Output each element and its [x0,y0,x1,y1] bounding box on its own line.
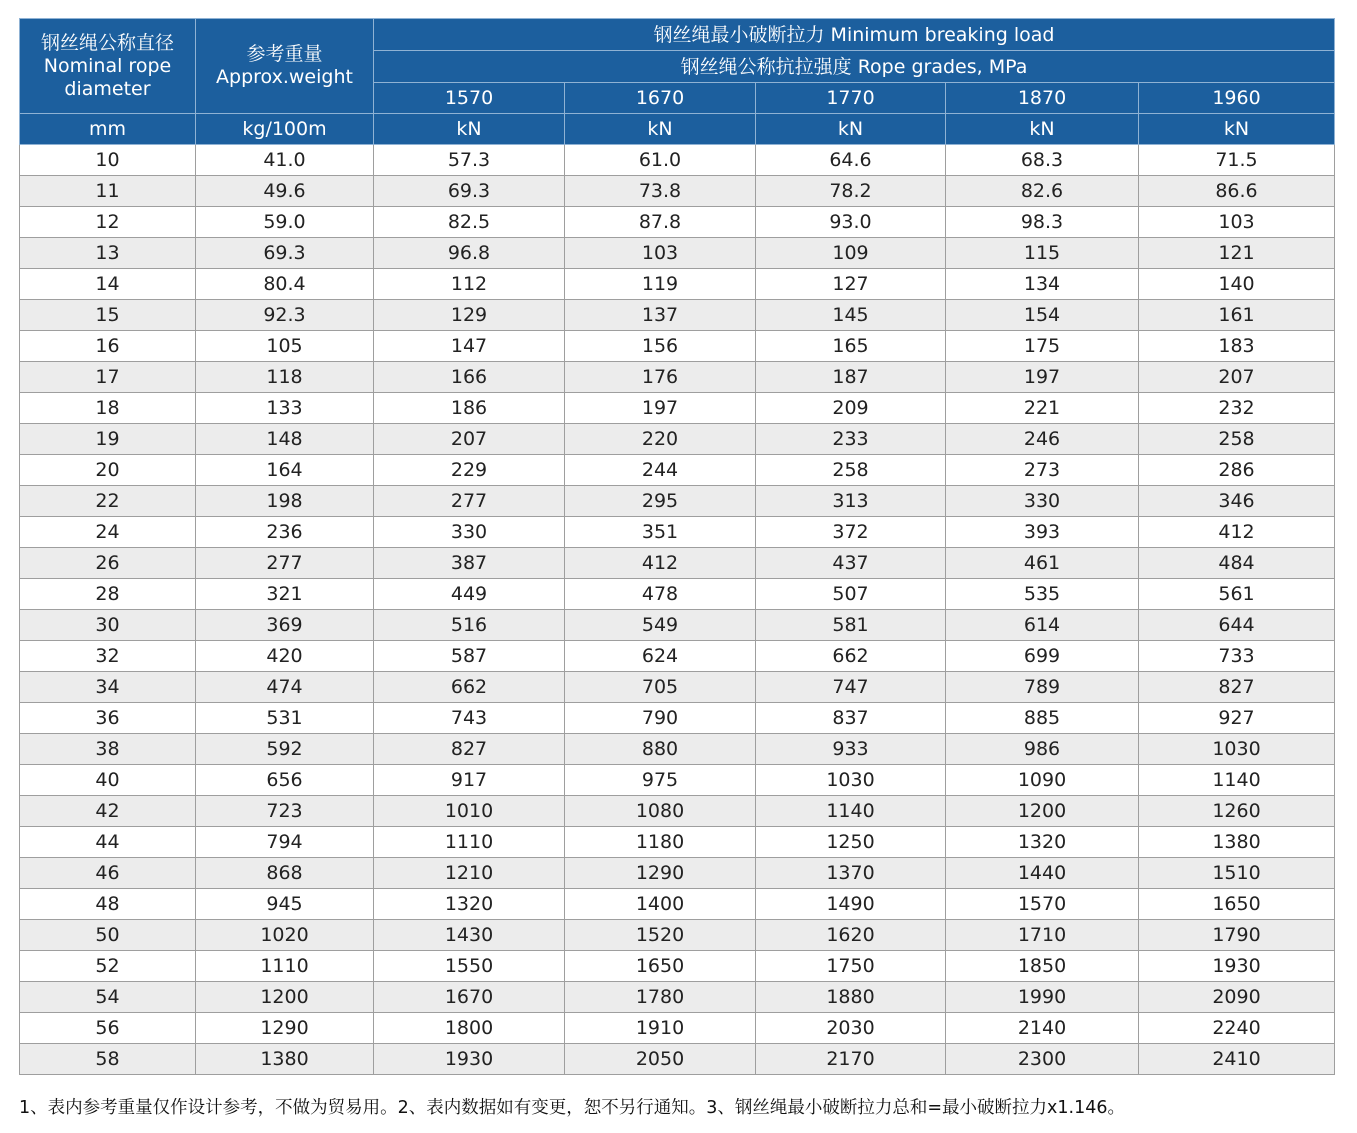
table-cell: 61.0 [565,145,756,176]
table-cell: 12 [20,207,196,238]
table-cell: 1380 [196,1044,374,1075]
table-cell: 59.0 [196,207,374,238]
table-cell: 1030 [756,765,946,796]
table-cell: 346 [1139,486,1335,517]
header-grade: 1960 [1139,83,1335,114]
header-unit: kN [946,114,1139,145]
table-cell: 15 [20,300,196,331]
table-cell: 880 [565,734,756,765]
table-cell: 32 [20,641,196,672]
table-cell: 42 [20,796,196,827]
table-cell: 1180 [565,827,756,858]
table-header [20,19,1335,145]
table-cell: 38 [20,734,196,765]
table-row [20,982,1335,1013]
table-cell: 207 [1139,362,1335,393]
header-diameter [20,19,196,114]
table-cell: 16 [20,331,196,362]
table-cell: 244 [565,455,756,486]
header-unit: kN [374,114,565,145]
table-cell: 69.3 [196,238,374,269]
table-cell: 22 [20,486,196,517]
table-cell: 885 [946,703,1139,734]
table-cell: 73.8 [565,176,756,207]
header-unit: kN [756,114,946,145]
table-cell: 2140 [946,1013,1139,1044]
table-cell: 449 [374,579,565,610]
table-cell: 868 [196,858,374,889]
table-cell: 220 [565,424,756,455]
table-cell: 54 [20,982,196,1013]
table-cell: 273 [946,455,1139,486]
table-cell: 2170 [756,1044,946,1075]
table-cell: 1200 [196,982,374,1013]
table-row [20,300,1335,331]
table-cell: 837 [756,703,946,734]
table-cell: 258 [756,455,946,486]
table-row [20,672,1335,703]
table-cell: 36 [20,703,196,734]
table-cell: 1430 [374,920,565,951]
table-cell: 17 [20,362,196,393]
table-cell: 119 [565,269,756,300]
table-cell: 1800 [374,1013,565,1044]
table-cell: 1550 [374,951,565,982]
table-cell: 96.8 [374,238,565,269]
table-cell: 975 [565,765,756,796]
table-cell: 614 [946,610,1139,641]
table-cell: 330 [374,517,565,548]
table-cell: 2410 [1139,1044,1335,1075]
header-diameter-zh: 钢丝绳公称直径 [40,31,174,54]
table-cell: 1780 [565,982,756,1013]
header-unit: kN [1139,114,1335,145]
table-cell: 14 [20,269,196,300]
table-cell: 1200 [946,796,1139,827]
table-cell: 87.8 [565,207,756,238]
table-cell: 437 [756,548,946,579]
table-row [20,393,1335,424]
table-cell: 313 [756,486,946,517]
table-cell: 198 [196,486,374,517]
table-cell: 705 [565,672,756,703]
table-cell: 1750 [756,951,946,982]
table-cell: 68.3 [946,145,1139,176]
table-cell: 197 [946,362,1139,393]
table-cell: 121 [1139,238,1335,269]
table-cell: 1880 [756,982,946,1013]
table-cell: 656 [196,765,374,796]
table-cell: 587 [374,641,565,672]
table-cell: 134 [946,269,1139,300]
table-row [20,734,1335,765]
table-cell: 137 [565,300,756,331]
header-grade: 1670 [565,83,756,114]
table-row [20,269,1335,300]
table-cell: 917 [374,765,565,796]
table-cell: 1290 [565,858,756,889]
table-cell: 1650 [1139,889,1335,920]
table-cell: 1930 [374,1044,565,1075]
table-cell: 277 [196,548,374,579]
table-cell: 2050 [565,1044,756,1075]
table-cell: 1320 [374,889,565,920]
table-cell: 1110 [374,827,565,858]
table-cell: 535 [946,579,1139,610]
table-cell: 115 [946,238,1139,269]
header-weight [196,19,374,114]
table-cell: 98.3 [946,207,1139,238]
table-cell: 112 [374,269,565,300]
table-cell: 44 [20,827,196,858]
table-cell: 478 [565,579,756,610]
table-cell: 286 [1139,455,1335,486]
table-cell: 92.3 [196,300,374,331]
table-cell: 295 [565,486,756,517]
table-row [20,827,1335,858]
table-cell: 1090 [946,765,1139,796]
table-cell: 1850 [946,951,1139,982]
table-cell: 183 [1139,331,1335,362]
table-cell: 644 [1139,610,1335,641]
table-cell: 82.6 [946,176,1139,207]
table-cell: 11 [20,176,196,207]
table-cell: 197 [565,393,756,424]
header-weight-en: Approx.weight [216,66,353,88]
table-cell: 1570 [946,889,1139,920]
table-cell: 18 [20,393,196,424]
table-cell: 474 [196,672,374,703]
table-cell: 20 [20,455,196,486]
table-cell: 986 [946,734,1139,765]
table-row [20,145,1335,176]
table-cell: 1930 [1139,951,1335,982]
table-cell: 790 [565,703,756,734]
table-cell: 277 [374,486,565,517]
table-cell: 145 [756,300,946,331]
table-cell: 103 [1139,207,1335,238]
table-row [20,424,1335,455]
table-cell: 58 [20,1044,196,1075]
table-cell: 148 [196,424,374,455]
table-cell: 103 [565,238,756,269]
table-cell: 93.0 [756,207,946,238]
table-cell: 1620 [756,920,946,951]
table-cell: 1370 [756,858,946,889]
header-diameter-en-1: Nominal rope [43,54,172,77]
table-cell: 2090 [1139,982,1335,1013]
table-cell: 118 [196,362,374,393]
table-cell: 161 [1139,300,1335,331]
table-cell: 2240 [1139,1013,1335,1044]
table-row [20,610,1335,641]
table-cell: 1910 [565,1013,756,1044]
table-cell: 82.5 [374,207,565,238]
table-row [20,579,1335,610]
table-row [20,331,1335,362]
table-cell: 507 [756,579,946,610]
table-cell: 789 [946,672,1139,703]
header-unit: mm [20,114,196,145]
table-cell: 1290 [196,1013,374,1044]
table-cell: 1020 [196,920,374,951]
table-cell: 57.3 [374,145,565,176]
table-cell: 1670 [374,982,565,1013]
table-cell: 461 [946,548,1139,579]
table-cell: 1260 [1139,796,1335,827]
table-cell: 34 [20,672,196,703]
table-row [20,796,1335,827]
table-cell: 561 [1139,579,1335,610]
table-row [20,765,1335,796]
table-cell: 56 [20,1013,196,1044]
table-cell: 209 [756,393,946,424]
table-cell: 233 [756,424,946,455]
table-cell: 1790 [1139,920,1335,951]
table-row [20,641,1335,672]
table-cell: 246 [946,424,1139,455]
table-cell: 229 [374,455,565,486]
footnote: 1、表内参考重量仅作设计参考，不做为贸易用。2、表内数据如有变更，恕不另行通知。3、钢丝绳最小破断拉力总和=最小破断拉力x1.146。 [19,1098,1126,1118]
table-row [20,1044,1335,1075]
table-row [20,455,1335,486]
table-cell: 2300 [946,1044,1139,1075]
header-weight-zh: 参考重量 [246,43,323,65]
table-cell: 1140 [1139,765,1335,796]
header-unit: kg/100m [196,114,374,145]
table-cell: 187 [756,362,946,393]
table-cell: 794 [196,827,374,858]
table-cell: 52 [20,951,196,982]
table-cell: 46 [20,858,196,889]
table-cell: 412 [1139,517,1335,548]
header-group-subtitle: 钢丝绳公称抗拉强度 Rope grades, MPa [374,51,1335,83]
table-cell: 147 [374,331,565,362]
header-grade: 1770 [756,83,946,114]
table-cell: 662 [756,641,946,672]
table-cell: 71.5 [1139,145,1335,176]
table-cell: 699 [946,641,1139,672]
table-cell: 236 [196,517,374,548]
table-cell: 24 [20,517,196,548]
table-cell: 1380 [1139,827,1335,858]
table-cell: 624 [565,641,756,672]
header-group-title: 钢丝绳最小破断拉力 Minimum breaking load [374,19,1335,51]
table-cell: 1210 [374,858,565,889]
table-cell: 420 [196,641,374,672]
table-cell: 30 [20,610,196,641]
table-cell: 175 [946,331,1139,362]
table-row [20,951,1335,982]
table-cell: 140 [1139,269,1335,300]
table-cell: 662 [374,672,565,703]
table-cell: 28 [20,579,196,610]
table-cell: 393 [946,517,1139,548]
table-cell: 26 [20,548,196,579]
table-cell: 827 [374,734,565,765]
table-cell: 40 [20,765,196,796]
table-cell: 827 [1139,672,1335,703]
breaking-load-table [19,18,1335,1075]
table-cell: 372 [756,517,946,548]
table-row [20,1013,1335,1044]
table-cell: 19 [20,424,196,455]
table-cell: 581 [756,610,946,641]
table-row [20,207,1335,238]
table-cell: 221 [946,393,1139,424]
table-cell: 105 [196,331,374,362]
table-cell: 50 [20,920,196,951]
table-cell: 516 [374,610,565,641]
table-cell: 129 [374,300,565,331]
table-cell: 1080 [565,796,756,827]
table-cell: 127 [756,269,946,300]
table-cell: 1510 [1139,858,1335,889]
table-cell: 80.4 [196,269,374,300]
header-diameter-en-2: diameter [64,77,151,100]
table-cell: 1140 [756,796,946,827]
table-cell: 927 [1139,703,1335,734]
table-cell: 945 [196,889,374,920]
table-cell: 186 [374,393,565,424]
table-cell: 1030 [1139,734,1335,765]
table-cell: 176 [565,362,756,393]
table-cell: 1490 [756,889,946,920]
table-cell: 743 [374,703,565,734]
table-row [20,548,1335,579]
table-row [20,486,1335,517]
table-cell: 207 [374,424,565,455]
table-row [20,703,1335,734]
table-cell: 156 [565,331,756,362]
table-cell: 166 [374,362,565,393]
table-cell: 351 [565,517,756,548]
table-cell: 109 [756,238,946,269]
table-cell: 1650 [565,951,756,982]
table-cell: 64.6 [756,145,946,176]
table-cell: 1250 [756,827,946,858]
table-cell: 41.0 [196,145,374,176]
table-cell: 1440 [946,858,1139,889]
table-cell: 69.3 [374,176,565,207]
table-cell: 1110 [196,951,374,982]
header-unit: kN [565,114,756,145]
table-cell: 1400 [565,889,756,920]
table-row [20,517,1335,548]
table-row [20,858,1335,889]
table-cell: 232 [1139,393,1335,424]
table-cell: 1990 [946,982,1139,1013]
table-cell: 1710 [946,920,1139,951]
table-cell: 13 [20,238,196,269]
table-cell: 933 [756,734,946,765]
table-cell: 1520 [565,920,756,951]
table-cell: 592 [196,734,374,765]
table-cell: 733 [1139,641,1335,672]
table-cell: 1010 [374,796,565,827]
table-cell: 154 [946,300,1139,331]
table-row [20,920,1335,951]
table-cell: 369 [196,610,374,641]
table-row [20,238,1335,269]
table-cell: 133 [196,393,374,424]
table-cell: 165 [756,331,946,362]
table-cell: 321 [196,579,374,610]
table-cell: 48 [20,889,196,920]
table-body [20,145,1335,1075]
table-cell: 10 [20,145,196,176]
table-cell: 484 [1139,548,1335,579]
table-row [20,176,1335,207]
table-cell: 86.6 [1139,176,1335,207]
table-cell: 330 [946,486,1139,517]
table-cell: 387 [374,548,565,579]
table-cell: 164 [196,455,374,486]
table-cell: 2030 [756,1013,946,1044]
table-cell: 78.2 [756,176,946,207]
table-row [20,889,1335,920]
table-cell: 549 [565,610,756,641]
table-cell: 747 [756,672,946,703]
header-grade: 1570 [374,83,565,114]
table-cell: 49.6 [196,176,374,207]
table-row [20,362,1335,393]
table-cell: 412 [565,548,756,579]
table-cell: 1320 [946,827,1139,858]
header-grade: 1870 [946,83,1139,114]
table-cell: 531 [196,703,374,734]
table-cell: 258 [1139,424,1335,455]
table-cell: 723 [196,796,374,827]
